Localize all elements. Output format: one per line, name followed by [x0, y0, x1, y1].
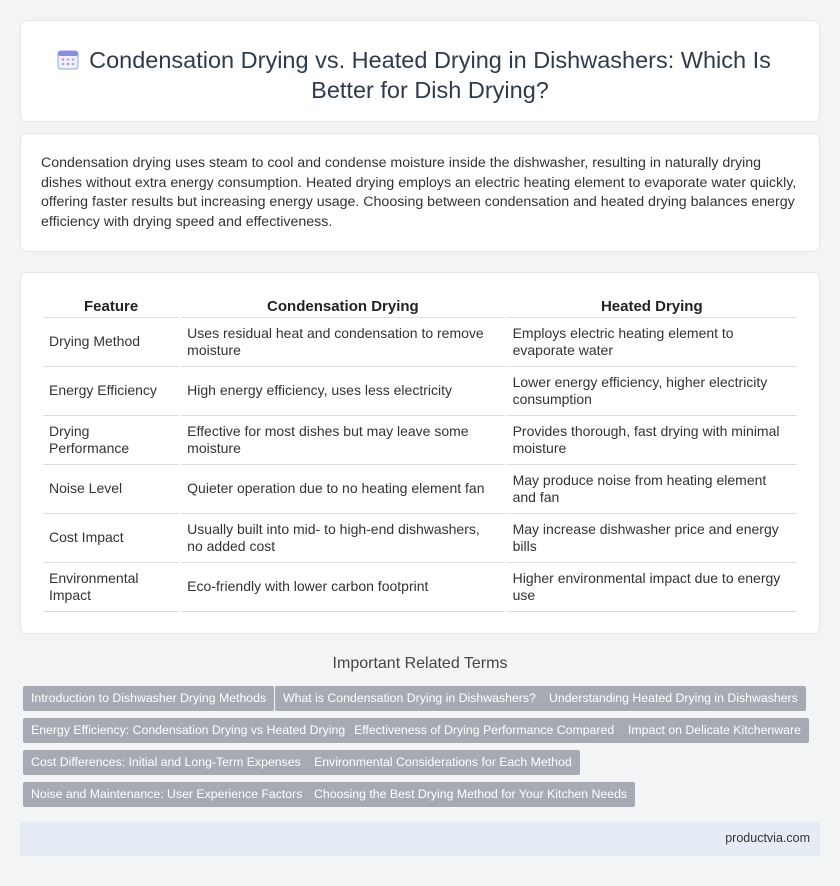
- table-row: [43, 465, 797, 514]
- table-row: [43, 318, 797, 367]
- condensation-cell: Uses residual heat and condensation to remove moisture: [181, 318, 504, 367]
- feature-cell: Environmental Impact: [43, 563, 179, 612]
- table-row: [43, 563, 797, 612]
- intro-paragraph: Condensation drying uses steam to cool and condense moisture inside the dishwasher, resulting in naturally drying dishes without extra energy consumption. Heated drying employs an electric heating element to evaporate water quickly, offering faster results but increasing energy usage. Choosing between condensation and heated drying balances energy efficiency with drying speed and effectiveness.: [41, 155, 797, 230]
- heated-cell: May produce noise from heating element and fan: [507, 465, 797, 514]
- condensation-cell: High energy efficiency, uses less electricity: [181, 367, 504, 416]
- heated-cell: May increase dishwasher price and energy bills: [507, 514, 797, 563]
- related-term-tag[interactable]: Understanding Heated Drying in Dishwashers: [541, 686, 806, 711]
- related-term-tag[interactable]: What is Condensation Drying in Dishwashers?: [275, 686, 544, 711]
- header-condensation: Condensation Drying: [181, 296, 504, 318]
- related-term-tag[interactable]: Cost Differences: Initial and Long-Term Expenses: [23, 750, 309, 775]
- feature-cell: Drying Method: [43, 318, 179, 367]
- feature-cell: Cost Impact: [43, 514, 179, 563]
- intro-card: [20, 133, 820, 252]
- feature-cell: Drying Performance: [43, 416, 179, 465]
- feature-cell: Energy Efficiency: [43, 367, 179, 416]
- table-row: [43, 367, 797, 416]
- calendar-grid-icon: [57, 48, 79, 70]
- heated-cell: Provides thorough, fast drying with minimal moisture: [507, 416, 797, 465]
- condensation-cell: Usually built into mid- to high-end dishwashers, no added cost: [181, 514, 504, 563]
- condensation-cell: Effective for most dishes but may leave some moisture: [181, 416, 504, 465]
- table-header-row: [43, 296, 797, 318]
- heated-cell: Higher environmental impact due to energy use: [507, 563, 797, 612]
- related-terms-title: Important Related Terms: [332, 655, 508, 672]
- related-term-tag[interactable]: Impact on Delicate Kitchenware: [620, 718, 809, 743]
- related-term-tag[interactable]: Noise and Maintenance: User Experience Factors: [23, 782, 310, 807]
- footer-site-link[interactable]: productvia.com: [725, 831, 810, 845]
- condensation-cell: Eco-friendly with lower carbon footprint: [181, 563, 504, 612]
- footer: [20, 822, 820, 856]
- related-term-tag[interactable]: Energy Efficiency: Condensation Drying vs Heated Drying: [23, 718, 353, 743]
- condensation-cell: Quieter operation due to no heating element fan: [181, 465, 504, 514]
- comparison-table-card: [20, 272, 820, 634]
- heated-cell: Lower energy efficiency, higher electricity consumption: [507, 367, 797, 416]
- feature-cell: Noise Level: [43, 465, 179, 514]
- related-term-tag[interactable]: Environmental Considerations for Each Method: [306, 750, 580, 775]
- header-heated: Heated Drying: [507, 296, 797, 318]
- comparison-table: [41, 296, 799, 612]
- heated-cell: Employs electric heating element to evaporate water: [507, 318, 797, 367]
- header-feature: Feature: [43, 296, 179, 318]
- title-card: [20, 20, 820, 122]
- page-title: Condensation Drying vs. Heated Drying in Dishwashers: Which Is Better for Dish Drying?: [89, 47, 771, 103]
- table-row: [43, 514, 797, 563]
- related-term-tag[interactable]: Choosing the Best Drying Method for Your Kitchen Needs: [306, 782, 635, 807]
- related-term-tag[interactable]: Effectiveness of Drying Performance Compared: [346, 718, 622, 743]
- related-term-tag[interactable]: Introduction to Dishwasher Drying Methods: [23, 686, 274, 711]
- table-row: [43, 416, 797, 465]
